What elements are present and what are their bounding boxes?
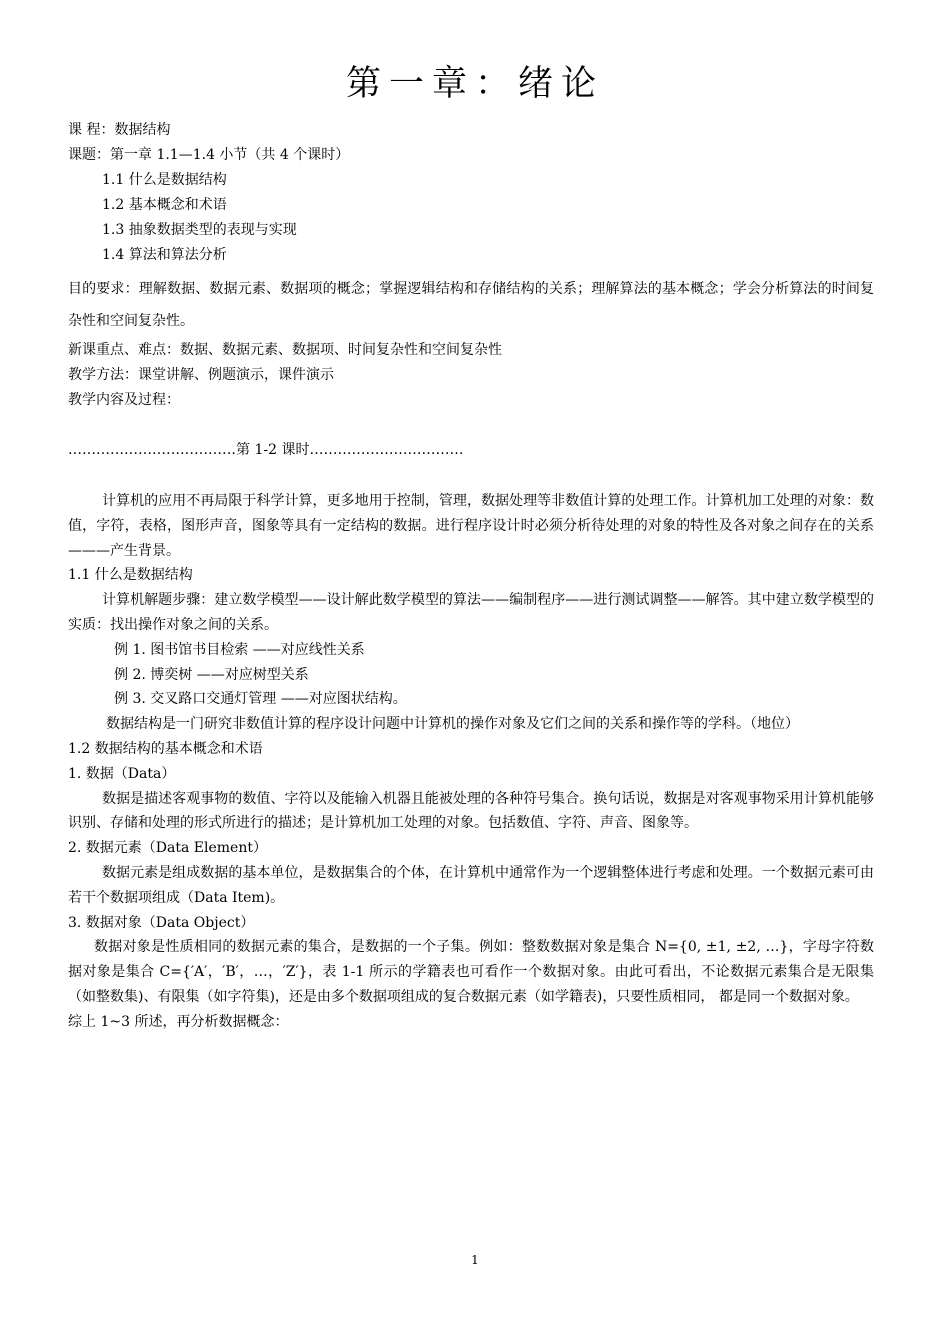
toc-item: 1.4 算法和算法分析 [102, 247, 227, 263]
course-line: 课 程：数据结构 [68, 122, 171, 138]
toc-item: 1.2 基本概念和术语 [102, 197, 227, 213]
section-heading: 1.1 什么是数据结构 [68, 567, 193, 584]
toc-item: 1.1 什么是数据结构 [102, 172, 227, 188]
definition-paragraph: 数据结构是一门研究非数值计算的程序设计问题中计算机的操作对象及它们之间的关系和操作等的学科。（地位） [106, 716, 799, 733]
key-points-line: 新课重点、难点：数据、数据元素、数据项、时间复杂性和空间复杂性 [68, 342, 502, 358]
summary-line: 综上 1~3 所述，再分析数据概念： [68, 1013, 289, 1030]
example-item: 例 1. 图书馆书目检索 ——对应线性关系 [114, 641, 365, 658]
subsection-heading: 2. 数据元素（Data Element） [68, 840, 267, 857]
toc-item: 1.3 抽象数据类型的表现与实现 [102, 222, 297, 238]
data-paragraph: 数据是描述客观事物的数值、字符以及能输入机器且能被处理的各种符号集合。换句话说，数据是对客观事物采用计算机能够识别、存储和处理的形式所进行的描述；是计算机加工处理的对象。包括数值、字符、声音、图象等。 [68, 790, 874, 832]
example-item: 例 2. 博奕树 ——对应树型关系 [114, 666, 309, 683]
methods-line: 教学方法：课堂讲解、例题演示，课件演示 [68, 367, 334, 383]
element-paragraph: 数据元素是组成数据的基本单位，是数据集合的个体，在计算机中通常作为一个逻辑整体进行考虑和处理。一个数据元素可由若干个数据项组成（Data Item)。 [68, 864, 874, 906]
steps-paragraph: 计算机解题步骤：建立数学模型——设计解此数学模型的算法——编制程序——进行测试调整——解答。其中建立数学模型的实质：找出操作对象之间的关系。 [68, 592, 874, 633]
lesson-body [68, 489, 874, 1035]
process-line: 教学内容及过程： [68, 392, 180, 408]
example-item: 例 3. 交叉路口交通灯管理 ——对应图状结构。 [114, 691, 407, 708]
lesson-meta [68, 118, 878, 268]
subsection-heading: 3. 数据对象（Data Object） [68, 914, 255, 931]
topic-line: 课题：第一章 1.1—1.4 小节（共 4 个课时） [68, 147, 350, 163]
subsection-heading: 1. 数据（Data） [68, 765, 176, 782]
intro-paragraph: 计算机的应用不再局限于科学计算，更多地用于控制，管理，数据处理等非数值计算的处理工作。计算机加工处理的对象：数值，字符，表格，图形声音，图象等具有一定结构的数据。进行程序设计时必须分析待处理的对象的特性及各对象之间存在的关系———产生背景。 [68, 493, 874, 559]
chapter-title: 第一章：绪论 [345, 64, 604, 104]
session-divider: ………………………………第 1-2 课时…………………………… [68, 442, 464, 458]
object-paragraph: 数据对象是性质相同的数据元素的集合，是数据的一个子集。例如：整数数据对象是集合 N={0, ±1, ±2, …}，字母字符数据对象是集合 C={′A′，′B′，…，′Z′}，表 1-1 所示的学籍表也可看作一个数据对象。由此可看出，不论数据元素集合是无限集（如整数集)、有限集（如字符集)，还是由多个数据项组成的复合数据元素（如学籍表)，只要性质相同， 都是同一个数据对象。 [68, 939, 874, 1005]
goals-line: 目的要求：理解数据、数据元素、数据项的概念；掌握逻辑结构和存储结构的关系；理解算法的基本概念；学会分析算法的时间复杂性和空间复杂性。 [68, 281, 874, 329]
lesson-meta-2 [68, 338, 878, 413]
section-heading: 1.2 数据结构的基本概念和术语 [68, 740, 263, 757]
page-number: 1 [471, 1253, 479, 1267]
